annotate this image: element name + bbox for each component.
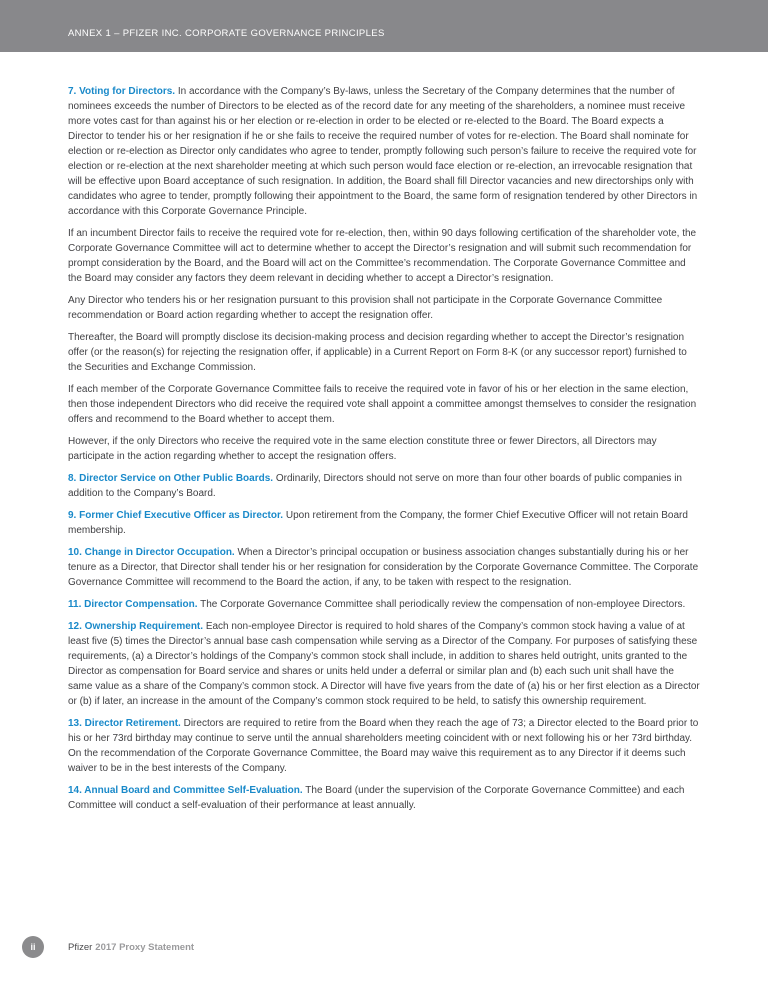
annex-title: ANNEX 1 – PFIZER INC. CORPORATE GOVERNANCE PRINCIPLES <box>68 28 385 39</box>
section-10-lead-text: When a Director’s principal occupation or business association changes substantially during his or her tenure as a Director, that Director shall tender his or her resignation for consideration by the Corporate Governance Committee. The Corporate Governance Committee will recommend to the Board the action, if any, to be taken with respect to the resignation. <box>68 547 699 588</box>
section-12-lead-text: Each non-employee Director is required to hold shares of the Company’s common stock having a value of at least five (5) times the Director’s annual base cash compensation while serving as a Director of the Company. For purposes of satisfying these requirements, (a) a Director’s holdings of the Company’s common stock shall include, in addition to shares held outright, units granted to the Director as compensation for Board service and shares or units held under a deferral or similar plan and (b) each such unit shall have the same value as a share of the Company’s common stock. A Director will have five years from the date of (a) his or her first election as a Director or (b) if later, an increase in the amount of the Company’s common stock required to be held, to satisfy this ownership requirement. <box>68 621 700 707</box>
section-10-paragraph <box>68 545 700 590</box>
section-8-lead-text: Ordinarily, Directors should not serve on more than four other boards of public companies in addition to the Company’s Board. <box>68 473 682 499</box>
section-7-paragraph-4: Thereafter, the Board will promptly disclose its decision-making process and decision regarding whether to accept the Director’s resignation offer (or the reason(s) for rejecting the resignation offer, if applicable) in a Current Report on Form 8-K (or any successor report) furnished to the Securities and Exchange Commission. <box>68 332 687 373</box>
doc-title: 2017 Proxy Statement <box>95 942 195 953</box>
section-14-heading: 14. Annual Board and Committee Self-Evaluation. <box>68 785 303 796</box>
section-11-heading: 11. Director Compensation. <box>68 599 198 610</box>
page-footer <box>0 935 768 961</box>
document-body <box>68 84 700 820</box>
section-14-paragraph <box>68 783 700 813</box>
section-7-paragraph-3: Any Director who tenders his or her resignation pursuant to this provision shall not participate in the Corporate Governance Committee recommendation or Board action regarding whether to accept the resignation offer. <box>68 295 663 321</box>
section-9-heading: 9. Former Chief Executive Officer as Director. <box>68 510 284 521</box>
section-7-heading: 7. Voting for Directors. <box>68 86 176 97</box>
section-7-paragraph-6: However, if the only Directors who receive the required vote in the same election constitute three or fewer Directors, all Directors may participate in the action regarding whether to accept the resignation offers. <box>68 436 657 462</box>
section-12-heading: 12. Ownership Requirement. <box>68 621 204 632</box>
section-7-lead-text: In accordance with the Company’s By-laws, unless the Secretary of the Company determines that the number of nominees exceeds the number of Directors to be elected as of the record date for any meeting of the shareholders, a nominee must receive more votes cast for than against his or her election or re-election in order to be elected or re-elected to the Board. The Board expects a Director to tender his or her resignation if he or she fails to receive the required number of votes for re-election. The Board shall nominate for election or re-election as Director only candidates who agree to tender, promptly following such person’s failure to receive the required vote for election or re-election at the next shareholder meeting at which such person would face election or re-election, an irrevocable resignation that will be effective upon Board acceptance of such resignation. In addition, the Board shall fill Director vacancies and new directorships only with candidates who agree to tender, promptly following their appointment to the Board, the same form of resignation tendered by other Directors in accordance with this Corporate Governance Principle. <box>68 86 698 217</box>
page-number-badge: ii <box>22 936 44 958</box>
section-7-paragraph-2: If an incumbent Director fails to receive the required vote for re-election, then, within 90 days following certification of the shareholder vote, the Corporate Governance Committee will act to determine whether to accept the Director’s resignation and will submit such recommendation for prompt consideration by the Board, and the Board will act on the Committee’s recommendation. The Corporate Governance Committee and the Board may consider any factors they deem relevant in deciding whether to accept a Director’s resignation. <box>68 228 697 284</box>
section-7-paragraph-5: If each member of the Corporate Governance Committee fails to receive the required vote in favor of his or her election in the same election, then those independent Directors who did receive the required vote shall appoint a committee amongst themselves to consider the resignation offers and recommend to the Board whether to accept them. <box>68 384 697 425</box>
section-10-heading: 10. Change in Director Occupation. <box>68 547 235 558</box>
section-11-paragraph <box>68 597 700 612</box>
section-13-heading: 13. Director Retirement. <box>68 718 181 729</box>
section-12-paragraph <box>68 619 700 709</box>
section-8-paragraph <box>68 471 700 501</box>
section-14-lead-text: The Board (under the supervision of the Corporate Governance Committee) and each Committee will conduct a self-evaluation of their performance at least annually. <box>68 785 685 811</box>
footer-text <box>68 942 194 953</box>
brand-name: Pfizer <box>68 942 93 953</box>
section-7-paragraph-1 <box>68 84 700 219</box>
section-13-paragraph <box>68 716 700 776</box>
section-8-heading: 8. Director Service on Other Public Boards. <box>68 473 274 484</box>
section-11-lead-text: The Corporate Governance Committee shall periodically review the compensation of non-employee Directors. <box>200 599 686 610</box>
section-9-paragraph <box>68 508 700 538</box>
page-header-bar <box>0 0 768 52</box>
section-13-lead-text: Directors are required to retire from the Board when they reach the age of 73; a Director elected to the Board prior to his or her 73rd birthday may continue to serve until the annual shareholders meeting coincident with or next following his or her 73rd birthday. On the recommendation of the Corporate Governance Committee, the Board may waive this requirement as to any Director if it deems such waiver to be in the best interests of the Company. <box>68 718 699 774</box>
section-9-lead-text: Upon retirement from the Company, the former Chief Executive Officer will not retain Board membership. <box>68 510 688 536</box>
